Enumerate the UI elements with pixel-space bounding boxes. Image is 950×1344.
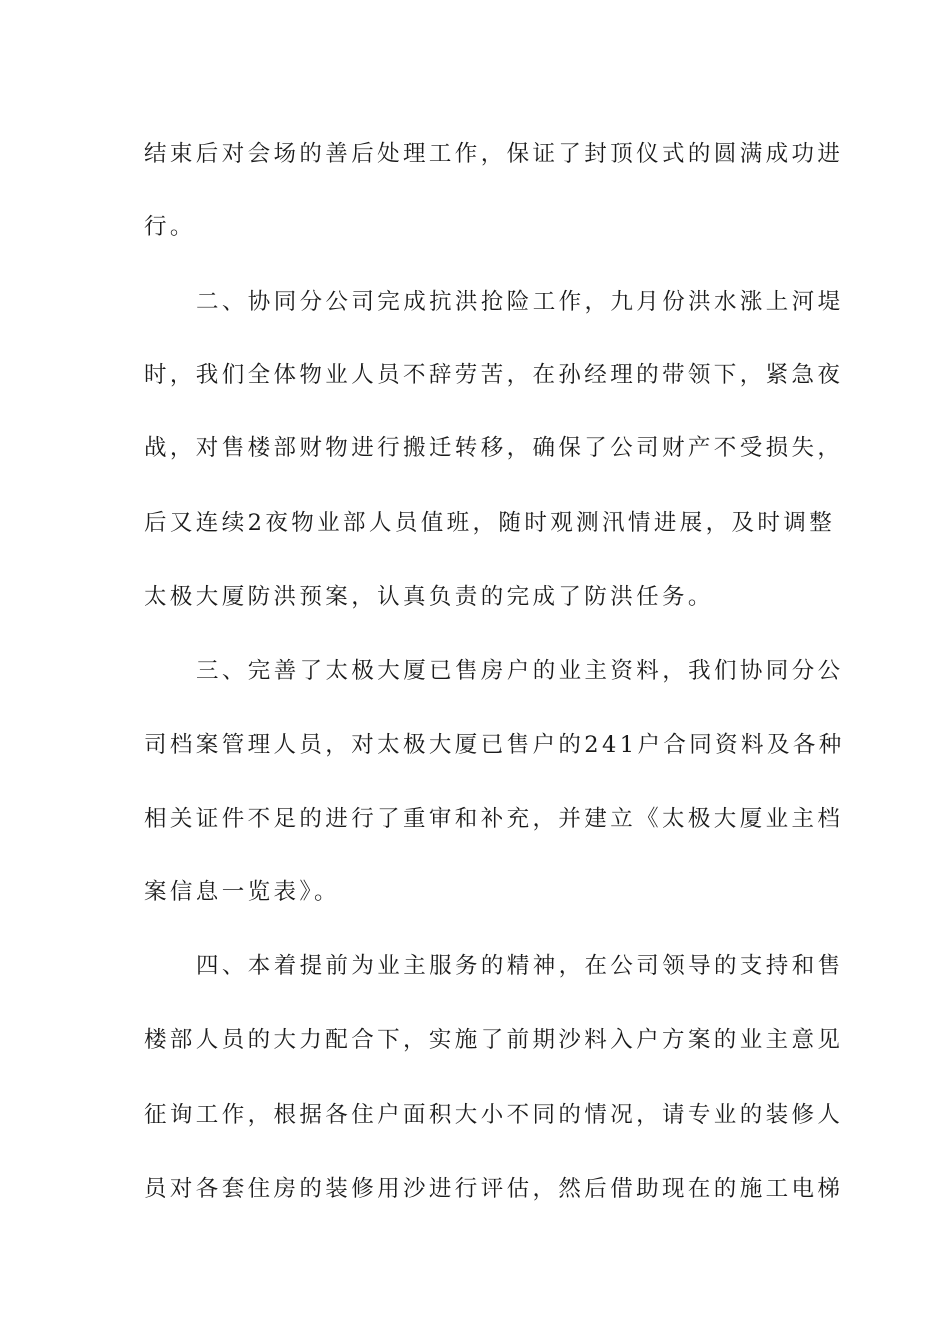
text-line: 征询工作，根据各住户面积大小不同的情况，请专业的装修人: [144, 1102, 844, 1128]
text-line: 战，对售楼部财物进行搬迁转移，确保了公司财产不受损失，: [144, 435, 844, 461]
text-line: 员对各套住房的装修用沙进行评估，然后借助现在的施工电梯: [144, 1176, 844, 1202]
text-line: 行。: [144, 214, 196, 240]
paragraph-3-first-line: 三、完善了太极大厦已售房户的业主资料，我们协同分公: [196, 658, 844, 684]
text-line: 太极大厦防洪预案，认真负责的完成了防洪任务。: [144, 584, 714, 610]
text-line: 案信息一览表》。: [144, 879, 340, 905]
text-line: 司档案管理人员，对太极大厦已售户的241户合同资料及各种: [144, 732, 845, 758]
paragraph-4-first-line: 四、本着提前为业主服务的精神，在公司领导的支持和售: [196, 953, 844, 979]
paragraph-2-first-line: 二、协同分公司完成抗洪抢险工作，九月份洪水涨上河堤: [196, 289, 844, 315]
text-line: 相关证件不足的进行了重审和补充，并建立《太极大厦业主档: [144, 806, 844, 832]
text-line: 时，我们全体物业人员不辞劳苦，在孙经理的带领下，紧急夜: [144, 362, 844, 388]
text-line: 结束后对会场的善后处理工作，保证了封顶仪式的圆满成功进: [144, 141, 844, 167]
text-line: 后又连续2夜物业部人员值班，随时观测汛情进展，及时调整: [144, 510, 836, 536]
text-line: 楼部人员的大力配合下，实施了前期沙料入户方案的业主意见: [144, 1027, 844, 1053]
